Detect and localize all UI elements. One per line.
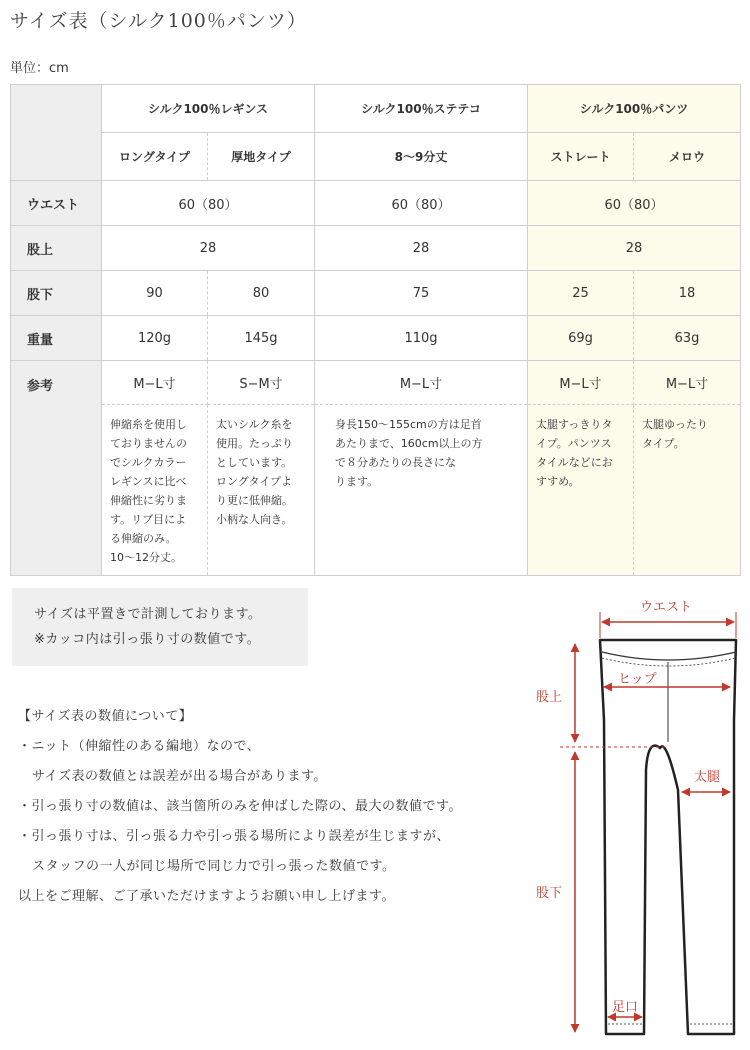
cell-weight-long: 120g (102, 316, 208, 361)
cell-waist-suteteko: 60（80） (315, 181, 528, 226)
note-line: 10〜12分丈。 (110, 551, 182, 564)
cell-inseam-thick: 80 (208, 271, 315, 316)
subheader-long: ロングタイプ (102, 133, 208, 181)
notes-line: ・ニット（伸縮性のある編地）なので、 (18, 739, 261, 754)
size-notes (18, 702, 462, 912)
cell-ref-straight: M−L寸 (528, 361, 634, 405)
label-thigh: 太腿 (694, 770, 721, 785)
label-hip: ヒップ (618, 672, 657, 687)
table-row-inseam (11, 271, 741, 316)
note-line: 伸縮糸を使用し (110, 418, 187, 431)
note-line: としています。 (216, 456, 293, 469)
measure-note-parentheses: ※カッコ内は引っ張り寸の数値です。 (34, 632, 261, 647)
cell-ref-suteteko: M−L寸 (315, 361, 528, 405)
measurement-diagram (520, 590, 750, 1050)
subheader-straight: ストレート (528, 133, 634, 181)
subheader-thick: 厚地タイプ (208, 133, 315, 181)
notes-line: サイズ表の数値とは誤差が出る場合があります。 (32, 769, 327, 784)
notes-line: ・引っ張り寸は、引っ張る力や引っ張る場所により誤差が生じますが、 (18, 829, 451, 844)
notes-line: スタッフの一人が同じ場所で同じ力で引っ張った数値です。 (32, 859, 396, 874)
measurement-note-box (12, 588, 308, 666)
note-line: ロングタイプよ (216, 475, 293, 488)
note-line: す。リブ目によ (110, 513, 187, 526)
unit-label: 単位：cm (10, 61, 69, 76)
label-inseam: 股下 (536, 886, 563, 901)
cell-weight-thick: 145g (208, 316, 315, 361)
subheader-suteteko: 8〜9分丈 (315, 133, 528, 181)
note-straight (528, 405, 634, 576)
cell-rise-leggings: 28 (102, 226, 315, 271)
row-label-inseam: 股下 (11, 271, 102, 316)
subheader-mellow: メロウ (634, 133, 741, 181)
table-subheader-row (11, 133, 741, 181)
cell-weight-mellow: 63g (634, 316, 741, 361)
note-line: 太いシルク糸を (216, 418, 293, 431)
note-long (102, 405, 208, 576)
row-label-rise: 股上 (11, 226, 102, 271)
cell-waist-leggings: 60（80） (102, 181, 315, 226)
cell-inseam-suteteko: 75 (315, 271, 528, 316)
header-pants: シルク100％パンツ (528, 85, 741, 133)
pants-outline (600, 640, 736, 1034)
page-title: サイズ表（シルク100％パンツ） (10, 10, 307, 32)
measure-note-flat: サイズは平置きで計測しております。 (34, 607, 262, 622)
cell-waist-pants: 60（80） (528, 181, 741, 226)
cell-rise-suteteko: 28 (315, 226, 528, 271)
note-line: 身長150〜155cmの方は足首 (335, 418, 482, 431)
note-line: 太腿ゆったり (642, 418, 708, 431)
notes-line: 以上をご理解、ご了承いただけますようお願い申し上げます。 (18, 889, 395, 904)
cell-inseam-straight: 25 (528, 271, 634, 316)
row-label-waist: ウエスト (11, 181, 102, 226)
cell-inseam-long: 90 (102, 271, 208, 316)
note-line: タイルなどにお (536, 456, 613, 469)
cell-weight-straight: 69g (528, 316, 634, 361)
cell-rise-pants: 28 (528, 226, 741, 271)
note-line: 小柄な人向き。 (216, 513, 293, 526)
note-line: タイプ。 (642, 437, 685, 450)
cell-weight-suteteko: 110g (315, 316, 528, 361)
table-row-rise (11, 226, 741, 271)
note-line: 太腿すっきりタ (536, 418, 613, 431)
note-line: で８分あたりの長さにな (335, 456, 456, 469)
note-line: すすめ。 (536, 475, 580, 488)
cell-ref-long: M−L寸 (102, 361, 208, 405)
row-label-weight: 重量 (11, 316, 102, 361)
note-line: ります。 (335, 475, 379, 488)
row-label-reference: 参考 (11, 361, 102, 576)
header-suteteko: シルク100％ステテコ (315, 85, 528, 133)
cell-ref-mellow: M−L寸 (634, 361, 741, 405)
note-line: でシルクカラー (110, 456, 187, 469)
table-header-row (11, 85, 741, 133)
label-rise: 股上 (536, 690, 563, 705)
table-row-weight (11, 316, 741, 361)
corner-cell (11, 85, 102, 181)
note-line: る伸縮のみ。 (110, 532, 177, 545)
note-line: イプ。パンツス (536, 437, 612, 450)
header-leggings: シルク100％レギンス (102, 85, 315, 133)
note-line: 伸縮性に劣りま (110, 494, 187, 507)
note-line: あたりまで、160cm以上の方 (335, 437, 483, 450)
pants-diagram-svg (520, 590, 750, 1050)
cell-inseam-mellow: 18 (634, 271, 741, 316)
table-row-notes (11, 405, 741, 576)
note-line: 使用。たっぷり (216, 437, 293, 450)
note-suteteko (315, 405, 528, 576)
notes-line: ・引っ張り寸の数値は、該当箇所のみを伸ばした際の、最大の数値です。 (18, 799, 462, 814)
note-line: ておりませんの (110, 437, 187, 450)
note-thick (208, 405, 315, 576)
label-waist: ウエスト (640, 600, 693, 615)
label-hem: 足口 (612, 1000, 639, 1015)
table-row-waist (11, 181, 741, 226)
cell-ref-thick: S−M寸 (208, 361, 315, 405)
table-row-reference (11, 361, 741, 405)
note-line: レギンスに比べ (110, 475, 187, 488)
note-mellow (634, 405, 741, 576)
size-table (10, 84, 741, 576)
notes-heading: 【サイズ表の数値について】 (18, 709, 193, 724)
note-line: り更に低伸縮。 (216, 494, 293, 507)
